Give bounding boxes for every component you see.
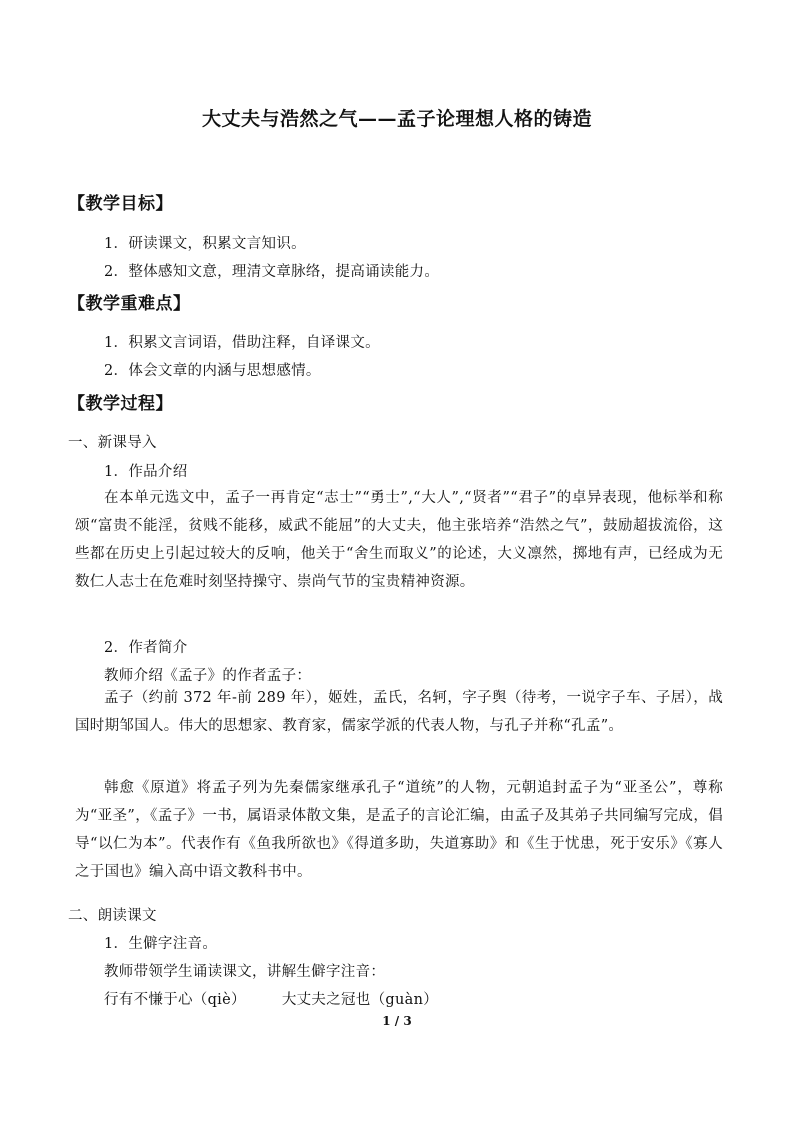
pronunciation-intro-line: 教师带领学生诵读课文，讲解生僻字注音： [104,964,386,980]
pronunciation-word-list [104,988,438,1009]
keypoint-item-2: 2．体会文章的内涵与思想感情。 [104,363,321,379]
keypoint-item-1: 1．积累文言词语，借助注释，自译课文。 [104,335,380,351]
goal-item-2: 2．整体感知文意，理清文章脉络，提高诵读能力。 [104,264,440,280]
goal-item-1: 1．研读课文，积累文言知识。 [104,236,306,252]
part2-title: 二、朗读课文 [68,908,157,924]
mencius-legacy-paragraph: 韩愈《原道》将孟子列为先秦儒家继承孔子“道统”的人物，元朝追封孟子为“亚圣公”，尊称为“亚圣”，《孟子》一书，属语录体散文集，是孟子的言论汇编，由孟子及其弟子共同编写完成，倡导“以仁为本”。代表作有《鱼我所欲也》《得道多助，失道寡助》和《生于忧患，死于安乐》《寡人之于国也》编入高中语文教科书中。 [75,780,723,880]
heading-teaching-goals: 【教学目标】 [68,194,173,214]
heading-key-points: 【教学重难点】 [68,294,191,314]
part1-subheading-works: 1．作品介绍 [104,464,188,480]
part1-subheading-author: 2．作者简介 [104,640,188,656]
part2-subheading-pronunciation: 1．生僻字注音。 [104,936,218,952]
works-intro-paragraph: 在本单元选文中，孟子一再肯定“志士”“勇士”,“大人”,“贤者”“君子”的卓异表现，他标举和称颂“富贵不能淫，贫贱不能移，威武不能屈”的大丈夫，他主张培养“浩然之气”，鼓励超拔流俗，这些都在历史上引起过较大的反响，他关于“舍生而取义”的论述，大义凛然，掷地有声，已经成为无数仁人志士在危难时刻坚持操守、崇尚气节的宝贵精神资源。 [75,490,723,590]
part1-title: 一、新课导入 [68,435,157,451]
document-title: 大丈夫与浩然之气——孟子论理想人格的铸造 [201,108,592,130]
author-intro-line: 教师介绍《孟子》的作者孟子： [104,668,312,684]
page-number: 1 / 3 [382,1014,412,1028]
pronunciation-word-1: 行有不慊于心（qiè） [104,992,246,1008]
pronunciation-word-2: 大丈夫之冠也（guàn） [281,992,439,1008]
author-bio-paragraph: 孟子（约前 372 年-前 289 年），姬姓，孟氏，名轲，字子舆（待考，一说字子车、子居），战国时期邹国人。伟大的思想家、教育家，儒家学派的代表人物，与孔子并称“孔孟”。 [75,690,723,734]
heading-teaching-process: 【教学过程】 [68,394,173,414]
